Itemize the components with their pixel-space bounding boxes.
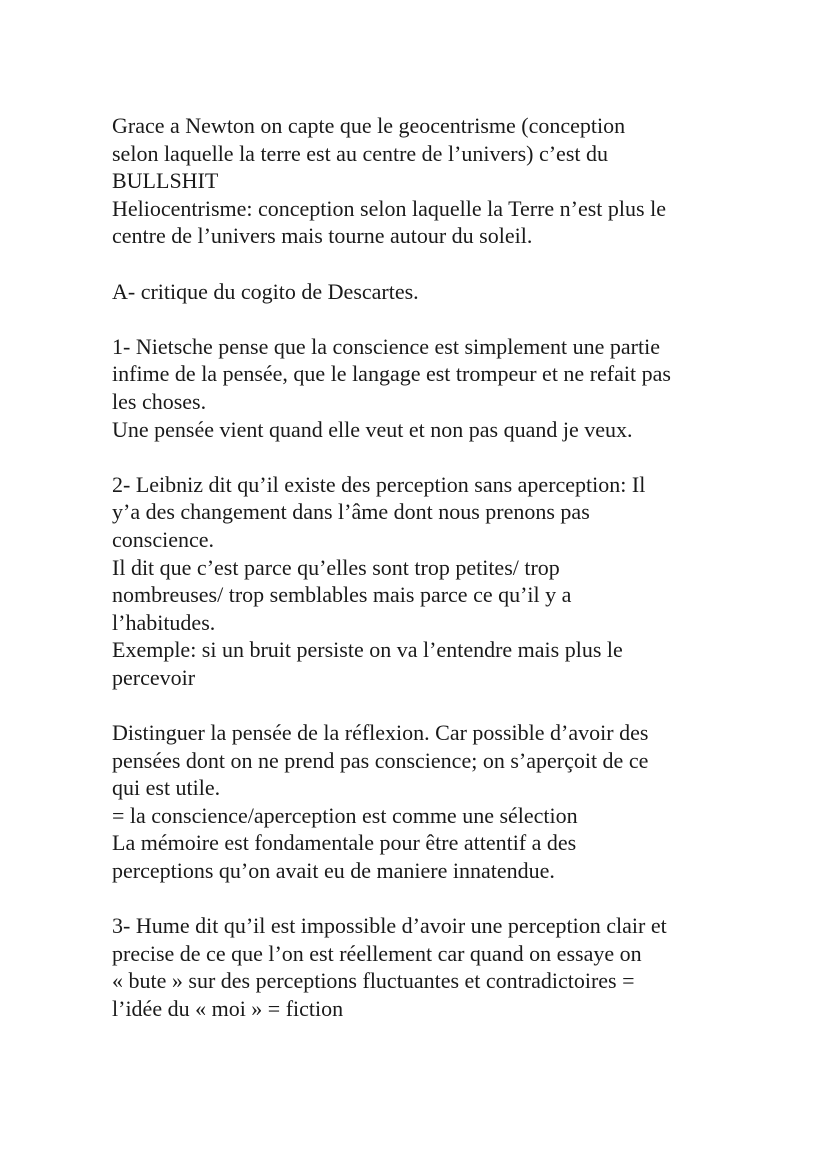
text-line: infime de la pensée, que le langage est trompeur et ne refait pas — [112, 361, 671, 387]
text-line: Une pensée vient quand elle veut et non pas quand je veux. — [112, 416, 633, 442]
paragraph-nietsche — [112, 333, 732, 443]
text-line: = la conscience/aperception est comme une sélection — [112, 802, 578, 828]
text-line: nombreuses/ trop semblables mais parce ce qu’il y a — [112, 582, 572, 608]
document-body — [112, 112, 732, 1050]
paragraph-geocentrism — [112, 112, 732, 250]
paragraph-hume — [112, 912, 732, 1022]
text-line: y’a des changement dans l’âme dont nous prenons pas — [112, 499, 590, 525]
text-line: centre de l’univers mais tourne autour du soleil. — [112, 223, 533, 249]
text-line: La mémoire est fondamentale pour être attentif a des — [112, 830, 577, 856]
text-line: qui est utile. — [112, 775, 221, 801]
text-line: 2- Leibniz dit qu’il existe des perception sans aperception: Il — [112, 471, 646, 497]
text-line: precise de ce que l’on est réellement car quand on essaye on — [112, 940, 642, 966]
text-line: Grace a Newton on capte que le geocentrisme (conception — [112, 113, 626, 138]
text-line: l’idée du « moi » = fiction — [112, 996, 344, 1021]
text-line: A- critique du cogito de Descartes. — [112, 278, 419, 304]
text-line: Il dit que c’est parce qu’elles sont trop petites/ trop — [112, 554, 560, 580]
text-line: percevoir — [112, 664, 196, 690]
text-line: selon laquelle la terre est au centre de l’univers) c’est du — [112, 140, 608, 166]
text-line: BULLSHIT — [112, 168, 219, 194]
text-line: Exemple: si un bruit persiste on va l’entendre mais plus le — [112, 637, 623, 663]
text-line: Distinguer la pensée de la réflexion. Car possible d’avoir des — [112, 720, 649, 746]
section-heading-a — [112, 278, 732, 306]
text-line: 3- Hume dit qu’il est impossible d’avoir une perception clair et — [112, 913, 667, 939]
paragraph-leibniz — [112, 471, 732, 692]
text-line: « bute » sur des perceptions fluctuantes et contradictoires = — [112, 968, 635, 994]
text-line: perceptions qu’on avait eu de maniere innatendue. — [112, 858, 555, 884]
text-line: conscience. — [112, 526, 214, 552]
text-line: pensées dont on ne prend pas conscience; on s’aperçoit de ce — [112, 747, 649, 773]
text-line: les choses. — [112, 388, 207, 414]
text-line: l’habitudes. — [112, 609, 216, 635]
text-line: Heliocentrisme: conception selon laquelle la Terre n’est plus le — [112, 195, 666, 221]
paragraph-reflexion — [112, 719, 732, 885]
text-line: 1- Nietsche pense que la conscience est simplement une partie — [112, 333, 660, 359]
